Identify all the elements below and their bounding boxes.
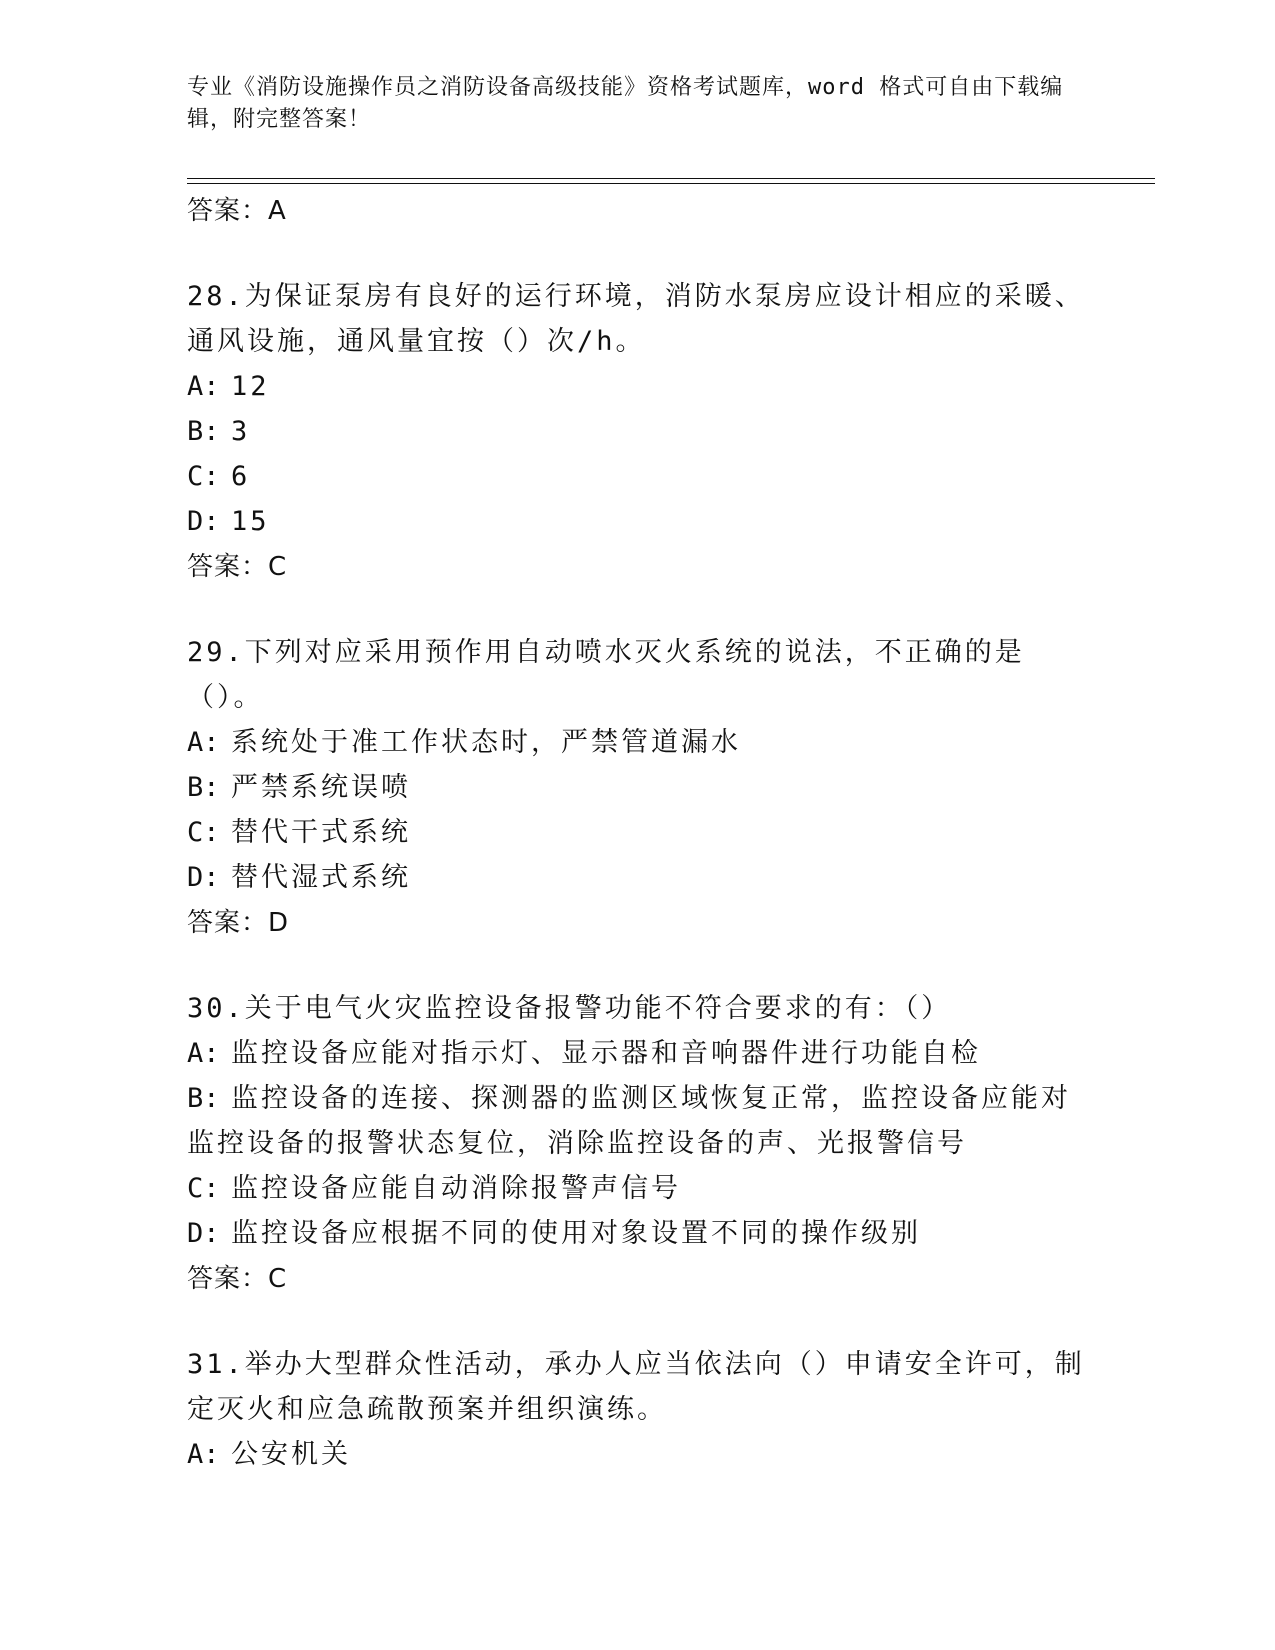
option-key: A: xyxy=(187,1038,220,1069)
option-c xyxy=(187,1166,1087,1211)
question-31 xyxy=(187,1342,1087,1477)
option-text: 系统处于准工作状态时，严禁管道漏水 xyxy=(231,727,741,758)
option-b xyxy=(187,1076,1087,1166)
option-key: C: xyxy=(187,817,220,848)
answer-line: 答案：A xyxy=(187,196,287,226)
option-key: C: xyxy=(187,461,220,492)
question-29 xyxy=(187,630,1087,946)
option-text: 监控设备应根据不同的使用对象设置不同的操作级别 xyxy=(231,1218,921,1249)
option-key: A: xyxy=(187,1439,220,1470)
question-30 xyxy=(187,986,1087,1302)
header-divider-top xyxy=(187,178,1155,179)
option-a xyxy=(187,364,1087,409)
option-text: 监控设备的连接、探测器的监测区域恢复正常，监控设备应能对监控设备的报警状态复位，消除监控设备的声、光报警信号 xyxy=(187,1083,1071,1159)
option-text: 替代干式系统 xyxy=(231,817,411,848)
option-key: A: xyxy=(187,371,220,402)
question-list xyxy=(187,188,1087,1477)
option-b xyxy=(187,409,1087,454)
option-key: B: xyxy=(187,1083,220,1114)
option-text: 6 xyxy=(231,461,251,492)
question-stem: 29.下列对应采用预作用自动喷水灭火系统的说法，不正确的是（）。 xyxy=(187,637,1025,713)
question-stem: 28.为保证泵房有良好的运行环境，消防水泵房应设计相应的采暖、通风设施，通风量宜按（）次/h。 xyxy=(187,281,1085,357)
option-key: D: xyxy=(187,1218,220,1249)
option-d xyxy=(187,855,1087,900)
question-stem: 31.举办大型群众性活动，承办人应当依法向（）申请安全许可，制定灭火和应急疏散预案并组织演练。 xyxy=(187,1349,1085,1425)
option-text: 监控设备应能对指示灯、显示器和音响器件进行功能自检 xyxy=(231,1038,981,1069)
option-text: 替代湿式系统 xyxy=(231,862,411,893)
header-divider-bottom xyxy=(187,183,1155,184)
question-stem: 30.关于电气火灾监控设备报警功能不符合要求的有：（） xyxy=(187,993,952,1024)
option-c xyxy=(187,810,1087,855)
option-key: D: xyxy=(187,506,220,537)
option-key: A: xyxy=(187,727,220,758)
option-b xyxy=(187,765,1087,810)
option-text: 12 xyxy=(231,371,270,402)
option-text: 严禁系统误喷 xyxy=(231,772,411,803)
option-text: 监控设备应能自动消除报警声信号 xyxy=(231,1173,681,1204)
option-a xyxy=(187,720,1087,765)
option-text: 公安机关 xyxy=(231,1439,351,1470)
option-c xyxy=(187,454,1087,499)
option-text: 3 xyxy=(231,416,251,447)
option-d xyxy=(187,499,1087,544)
answer-line: 答案：C xyxy=(187,552,288,582)
option-key: C: xyxy=(187,1173,220,1204)
answer-line: 答案：D xyxy=(187,908,290,938)
option-d xyxy=(187,1211,1087,1256)
document-header: 专业《消防设施操作员之消防设备高级技能》资格考试题库，word 格式可自由下载编辑，附完整答案！ xyxy=(187,75,1064,132)
answer-line: 答案：C xyxy=(187,1264,288,1294)
option-key: B: xyxy=(187,416,220,447)
option-a xyxy=(187,1432,1087,1477)
question-28 xyxy=(187,274,1087,590)
option-key: B: xyxy=(187,772,220,803)
option-key: D: xyxy=(187,862,220,893)
option-a xyxy=(187,1031,1087,1076)
option-text: 15 xyxy=(231,506,270,537)
